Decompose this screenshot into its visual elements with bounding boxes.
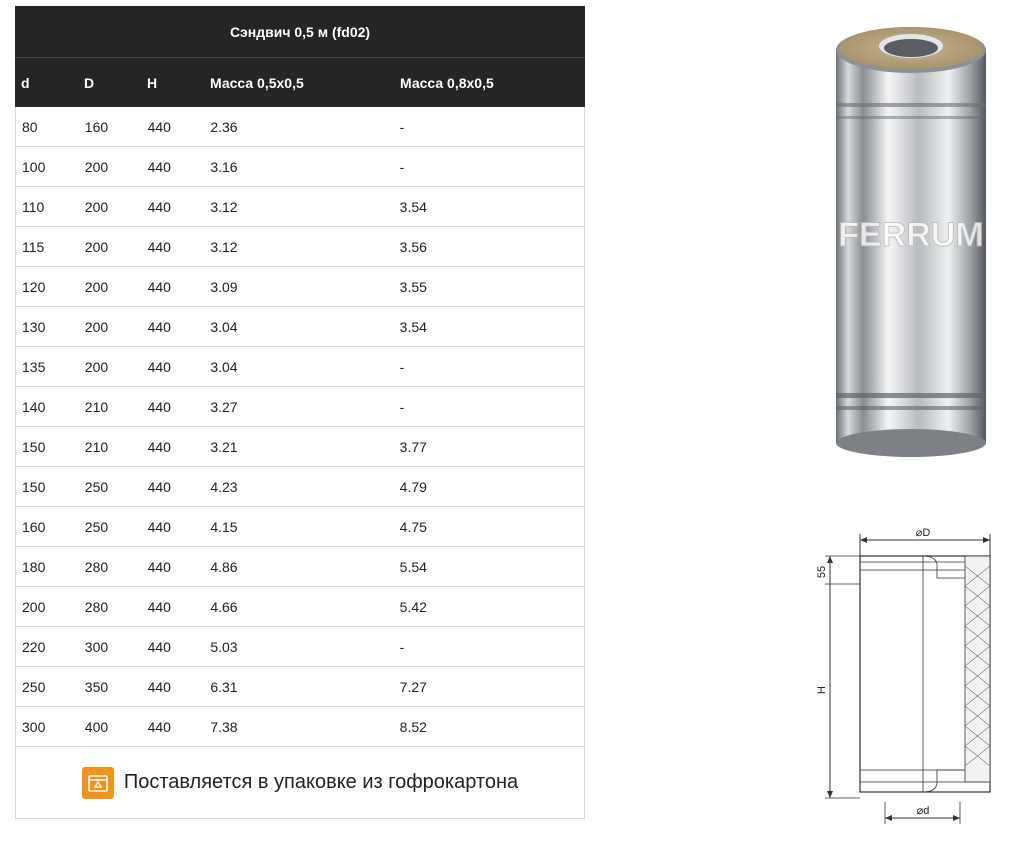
table-cell: 440 [147,398,171,415]
table-row [15,187,585,227]
table-cell: 160 [84,118,109,135]
table-cell: 3.04 [210,318,238,335]
table-cell: 4.23 [210,478,238,495]
header-cell: D [84,74,95,91]
spec-table [15,6,585,819]
outer-diameter-label: ⌀D [915,527,931,539]
table-cell: 200 [84,238,109,255]
table-cell: 280 [84,598,109,615]
product-image [818,8,1008,468]
table-cell: 440 [147,318,171,335]
table-cell: 100 [22,158,46,175]
table-cell: 200 [84,318,109,335]
table-cell: 440 [147,438,171,455]
table-cell: - [399,398,405,415]
table-row [15,387,585,427]
table-cell: 250 [84,518,109,535]
table-cell: - [399,638,405,655]
table-row [15,507,585,547]
table-row [15,547,585,587]
table-cell: 3.04 [210,358,238,375]
table-title: Сэндвич 0,5 м (fd02) [15,6,585,58]
technical-drawing [805,520,1005,830]
table-cell: 440 [147,518,171,535]
table-cell: 3.55 [399,278,427,295]
table-cell: 4.66 [210,598,238,615]
table-body [15,107,585,747]
table-cell: 7.27 [399,678,427,695]
table-cell: 130 [22,318,46,335]
table-cell: 4.79 [399,478,427,495]
table-cell: 135 [22,358,46,375]
table-row [15,427,585,467]
packaging-text: Поставляется в упаковке из гофрокартона [123,771,519,793]
table-cell: 440 [147,358,171,375]
table-cell: 3.54 [399,198,427,215]
inner-diameter-label: ⌀d [916,805,930,817]
table-cell: 200 [84,198,109,215]
table-cell: 3.09 [210,278,238,295]
table-cell: 440 [147,198,171,215]
watermark-text: FERRUM [838,216,984,254]
table-cell: 3.27 [210,398,238,415]
table-cell: 3.21 [210,438,238,455]
table-cell: 440 [147,638,171,655]
table-cell: 4.15 [210,518,238,535]
table-row [15,627,585,667]
table-cell: 3.56 [399,238,427,255]
socket-length-label: 55 [816,565,828,579]
table-cell: - [399,358,405,375]
table-cell: 6.31 [210,678,238,695]
table-cell: 3.54 [399,318,427,335]
table-cell: 150 [22,478,46,495]
table-cell: 220 [22,638,46,655]
table-row [15,107,585,147]
table-row [15,227,585,267]
table-cell: 200 [22,598,46,615]
table-cell: 150 [22,438,46,455]
table-cell: 440 [147,278,171,295]
table-cell: 300 [22,718,46,735]
table-cell: 350 [84,678,109,695]
table-cell: 140 [22,398,46,415]
table-cell: 4.86 [210,558,238,575]
table-cell: 8.52 [399,718,427,735]
table-cell: 3.12 [210,238,238,255]
table-cell: 250 [22,678,46,695]
table-row [15,307,585,347]
table-cell: 250 [84,478,109,495]
table-cell: 210 [84,438,109,455]
table-cell: 80 [22,118,38,135]
table-cell: 210 [84,398,109,415]
table-cell: 110 [22,198,45,215]
header-cell: Масса 0,8x0,5 [400,74,494,91]
table-cell: 440 [147,598,171,615]
table-cell: 280 [84,558,109,575]
table-cell: 200 [84,278,109,295]
table-cell: 200 [84,358,109,375]
table-row [15,267,585,307]
table-row [15,467,585,507]
table-cell: 2.36 [210,118,238,135]
table-cell: - [399,158,405,175]
table-row [15,147,585,187]
table-cell: 200 [84,158,109,175]
table-row [15,707,585,747]
table-cell: - [399,118,405,135]
table-cell: 115 [22,238,45,255]
table-row [15,347,585,387]
header-cell: Масса 0,5x0,5 [210,74,304,91]
table-header-row [15,58,585,107]
table-cell: 440 [147,478,171,495]
table-cell: 440 [147,718,171,735]
table-row [15,667,585,707]
table-cell: 5.03 [210,638,238,655]
table-cell: 120 [22,278,46,295]
table-cell: 3.77 [399,438,427,455]
table-cell: 440 [147,678,171,695]
header-cell: H [147,74,158,91]
packaging-note [15,747,585,819]
table-row [15,587,585,627]
table-cell: 300 [84,638,109,655]
height-label: H [816,686,828,694]
table-cell: 180 [22,558,46,575]
table-cell: 7.38 [210,718,238,735]
table-cell: 5.42 [399,598,427,615]
table-cell: 440 [147,118,171,135]
table-cell: 440 [147,238,171,255]
table-cell: 3.12 [210,198,238,215]
table-cell: 440 [147,558,171,575]
table-cell: 5.54 [399,558,427,575]
recycle-box-icon [82,767,114,799]
table-cell: 4.75 [399,518,427,535]
table-cell: 400 [84,718,109,735]
table-cell: 160 [22,518,46,535]
header-cell: d [21,74,30,91]
table-cell: 440 [147,158,171,175]
table-cell: 3.16 [210,158,238,175]
